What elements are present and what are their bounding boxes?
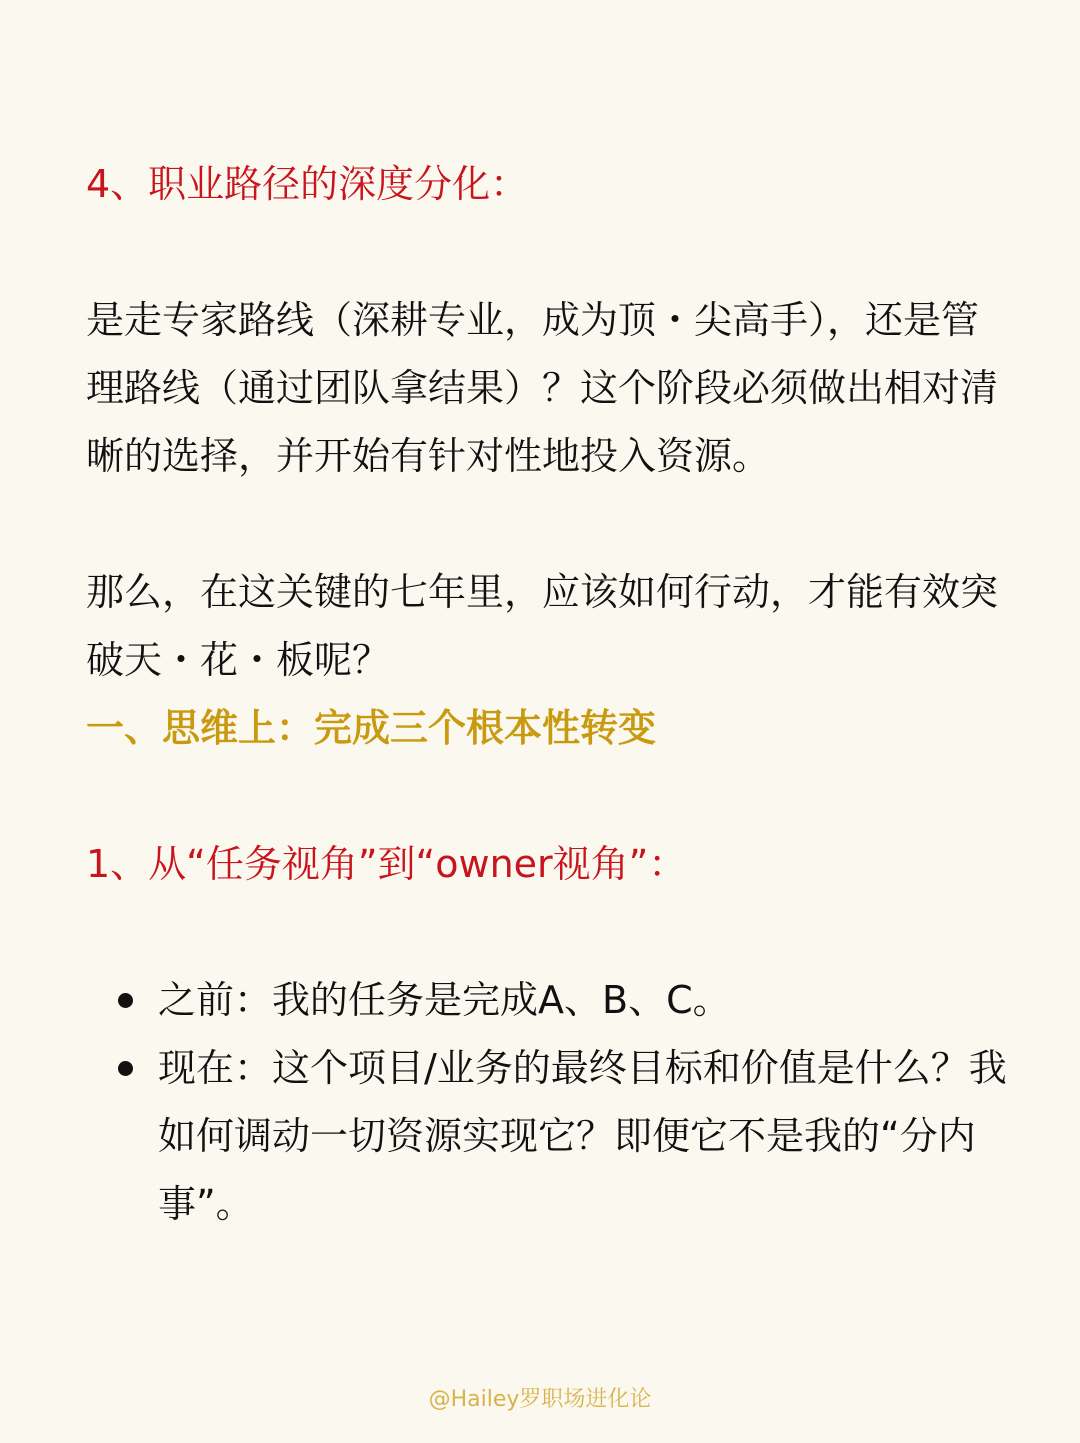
transition-paragraph: 那么，在这关键的七年里，应该如何行动，才能有效突破天・花・板呢？ [86, 570, 999, 682]
point-1-heading: 1、从“任务视角”到“owner视角”： [86, 842, 687, 886]
bullet-item-now [86, 1034, 1016, 1238]
bullet-dot-icon [118, 993, 133, 1008]
section-4-paragraph: 是走专家路线（深耕专业，成为顶・尖高手），还是管理路线（通过团队拿结果）？这个阶段必须做出相对清晰的选择，并开始有针对性地投入资源。 [86, 298, 999, 478]
section-one-heading: 一、思维上：完成三个根本性转变 [86, 706, 657, 750]
bullet-text-now: 现在：这个项目/业务的最终目标和价值是什么？我如何调动一切资源实现它？即便它不是我的“分内事”。 [158, 1046, 1007, 1226]
bullet-item-before [86, 966, 1016, 1034]
article-body [86, 150, 1016, 1238]
spacer [86, 490, 1016, 558]
section-4-heading: 4、职业路径的深度分化： [86, 162, 529, 206]
point-1-bullet-list [86, 966, 1016, 1238]
spacer [86, 898, 1016, 966]
author-watermark: @Hailey罗职场进化论 [428, 1387, 652, 1412]
spacer [86, 218, 1016, 286]
bullet-text-before: 之前：我的任务是完成A、B、C。 [158, 978, 731, 1022]
spacer [86, 762, 1016, 830]
bullet-dot-icon [118, 1061, 133, 1076]
